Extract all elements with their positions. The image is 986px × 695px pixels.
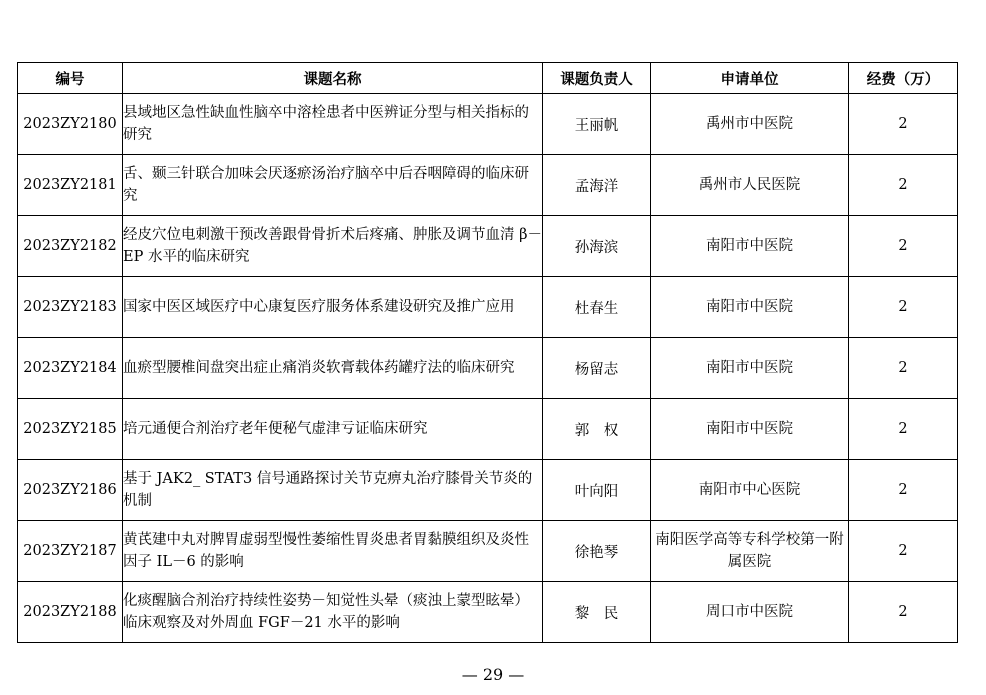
table-row: [18, 338, 958, 399]
header-lead: 课题负责人: [543, 63, 651, 94]
cell-title: 经皮穴位电刺激干预改善跟骨骨折术后疼痛、肿胀及调节血清 β－EP 水平的临床研究: [123, 216, 543, 277]
table-row: [18, 460, 958, 521]
cell-title: 化痰醒脑合剂治疗持续性姿势－知觉性头晕（痰浊上蒙型眩晕）临床观察及对外周血 FGF－21 水平的影响: [123, 582, 543, 643]
project-table: [17, 62, 958, 643]
cell-id: 2023ZY2182: [18, 216, 123, 277]
cell-fund: 2: [849, 94, 958, 155]
cell-id: 2023ZY2188: [18, 582, 123, 643]
cell-lead: 孟海洋: [543, 155, 651, 216]
table-row: [18, 521, 958, 582]
cell-title: 舌、颞三针联合加味会厌逐瘀汤治疗脑卒中后吞咽障碍的临床研究: [123, 155, 543, 216]
cell-lead: 郭 权: [543, 399, 651, 460]
cell-id: 2023ZY2181: [18, 155, 123, 216]
cell-fund: 2: [849, 277, 958, 338]
cell-unit: 南阳市中医院: [651, 216, 849, 277]
cell-lead: 杨留志: [543, 338, 651, 399]
table-row: [18, 277, 958, 338]
cell-unit: 禹州市人民医院: [651, 155, 849, 216]
cell-lead: 杜春生: [543, 277, 651, 338]
header-id: 编号: [18, 63, 123, 94]
cell-title: 黄芪建中丸对脾胃虚弱型慢性萎缩性胃炎患者胃黏膜组织及炎性因子 IL－6 的影响: [123, 521, 543, 582]
cell-title: 县域地区急性缺血性脑卒中溶栓患者中医辨证分型与相关指标的研究: [123, 94, 543, 155]
cell-unit: 南阳市中医院: [651, 399, 849, 460]
cell-unit: 周口市中医院: [651, 582, 849, 643]
cell-fund: 2: [849, 399, 958, 460]
cell-title: 培元通便合剂治疗老年便秘气虚津亏证临床研究: [123, 399, 543, 460]
cell-title: 国家中医区域医疗中心康复医疗服务体系建设研究及推广应用: [123, 277, 543, 338]
table-row: [18, 582, 958, 643]
cell-id: 2023ZY2183: [18, 277, 123, 338]
cell-lead: 徐艳琴: [543, 521, 651, 582]
cell-fund: 2: [849, 460, 958, 521]
cell-id: 2023ZY2185: [18, 399, 123, 460]
cell-fund: 2: [849, 338, 958, 399]
header-fund: 经费（万）: [849, 63, 958, 94]
page-number: — 29 —: [461, 665, 525, 684]
table-row: [18, 94, 958, 155]
table-header: [18, 63, 958, 94]
cell-title: 基于 JAK2_ STAT3 信号通路探讨关节克痹丸治疗膝骨关节炎的机制: [123, 460, 543, 521]
header-title: 课题名称: [123, 63, 543, 94]
cell-unit: 南阳市中心医院: [651, 460, 849, 521]
cell-fund: 2: [849, 216, 958, 277]
cell-unit: 南阳医学高等专科学校第一附属医院: [651, 521, 849, 582]
cell-unit: 南阳市中医院: [651, 277, 849, 338]
header-unit: 申请单位: [651, 63, 849, 94]
cell-id: 2023ZY2187: [18, 521, 123, 582]
cell-lead: 王丽帆: [543, 94, 651, 155]
table-row: [18, 155, 958, 216]
cell-fund: 2: [849, 521, 958, 582]
table-body: [18, 94, 958, 643]
cell-lead: 孙海滨: [543, 216, 651, 277]
cell-unit: 南阳市中医院: [651, 338, 849, 399]
header-row: [18, 63, 958, 94]
cell-id: 2023ZY2180: [18, 94, 123, 155]
cell-title: 血瘀型腰椎间盘突出症止痛消炎软膏载体药罐疗法的临床研究: [123, 338, 543, 399]
cell-id: 2023ZY2186: [18, 460, 123, 521]
cell-unit: 禹州市中医院: [651, 94, 849, 155]
table-row: [18, 399, 958, 460]
table-row: [18, 216, 958, 277]
cell-id: 2023ZY2184: [18, 338, 123, 399]
cell-lead: 黎 民: [543, 582, 651, 643]
cell-fund: 2: [849, 155, 958, 216]
cell-lead: 叶向阳: [543, 460, 651, 521]
cell-fund: 2: [849, 582, 958, 643]
